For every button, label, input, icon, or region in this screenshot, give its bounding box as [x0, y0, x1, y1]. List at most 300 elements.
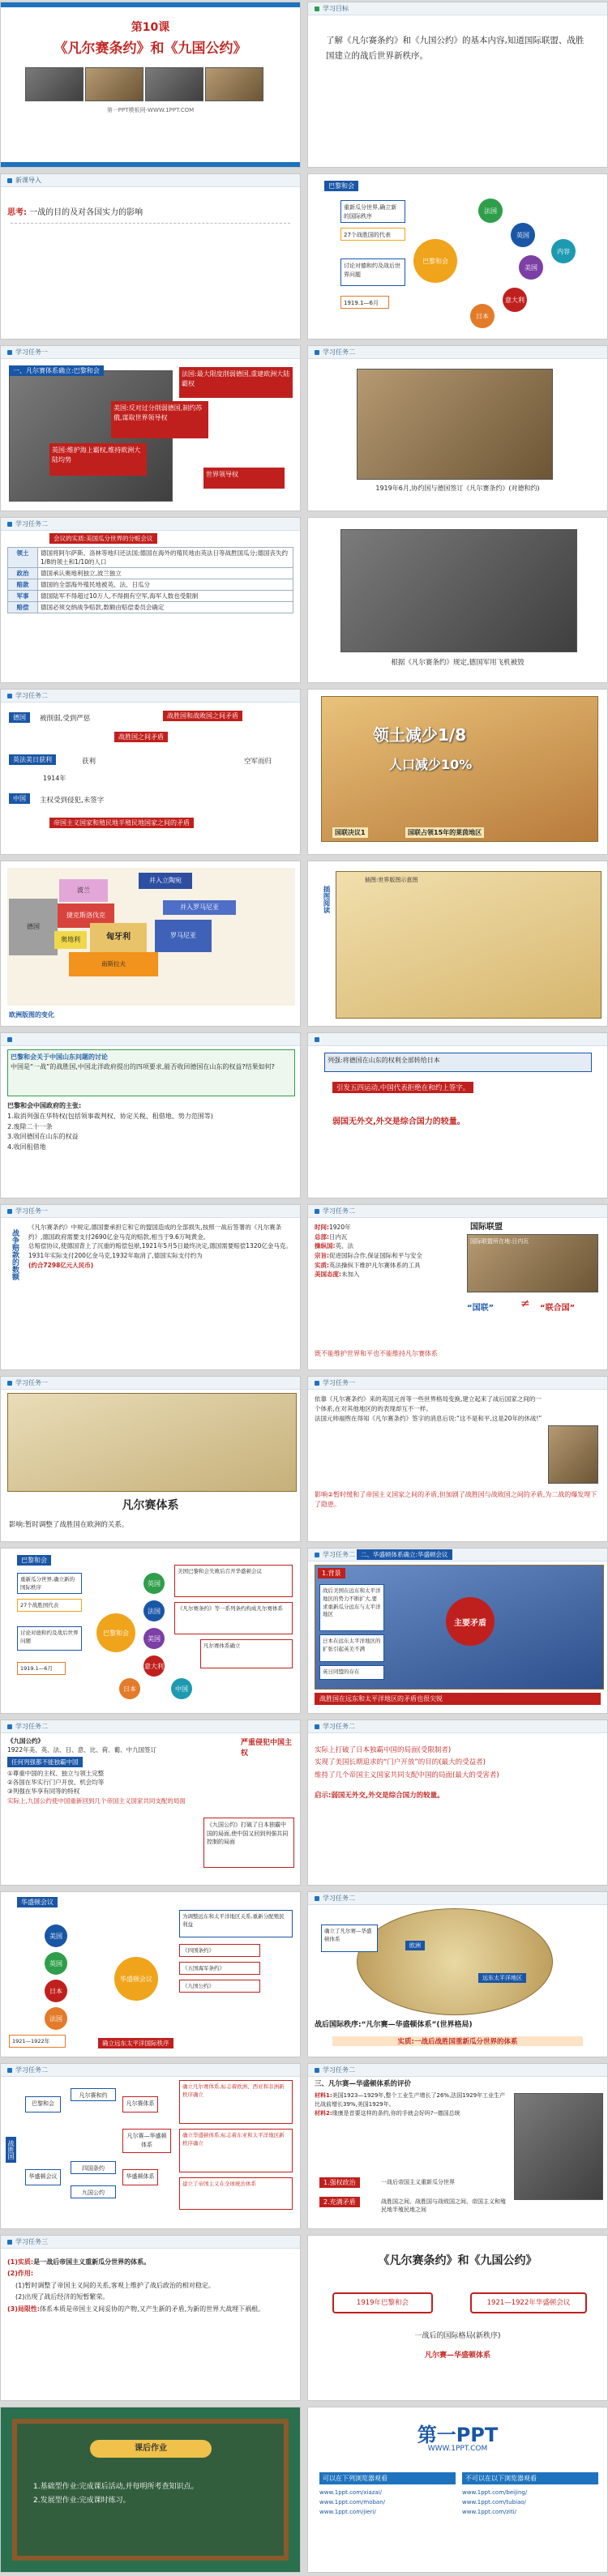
center-node-label: 巴黎和会 — [103, 1629, 129, 1637]
slide-nine-power-eval[interactable] — [307, 1719, 608, 1886]
header-label: 学习任务一 — [15, 1379, 48, 1386]
node-date: 1919.1—6月 — [17, 1662, 66, 1675]
destroyed-planes-photo — [340, 529, 577, 652]
fact-key: 宗旨: — [315, 1251, 329, 1259]
world-map-title: 插图:世界版图示意图 — [365, 877, 418, 883]
nine-power-sub: ③列强在华享有同等的特权 — [7, 1788, 80, 1796]
reparations-p1: 《凡尔赛条约》中规定,德国要承担它和它的盟国造成的全部损失,按照一战后签署的《凡尔赛条约》,德国政府需要支付2690亿金马克的赔款,相当于9.6万吨黄金。 — [28, 1224, 282, 1241]
conflict-2: 战胜国之间矛盾 — [114, 732, 168, 742]
mindmap-tag — [17, 1555, 51, 1566]
slide-europe-map[interactable] — [0, 861, 301, 1027]
nine-power-title: 《九国公约》 — [7, 1737, 44, 1745]
slide-shandong-question[interactable] — [0, 1032, 301, 1198]
washington-result: 确立远东太平洋国际秩序 — [98, 2038, 173, 2048]
brand-link[interactable]: www.1ppt.com/tubiao/ — [462, 2498, 526, 2506]
node-japan: 日本 — [119, 1678, 140, 1699]
map-sub-mid: 国联占领15年的莱茵地区 — [405, 827, 484, 838]
list-item: 3.收回德国在山东的权益 — [7, 1133, 79, 1141]
header-label: 学习任务二 — [323, 1723, 355, 1730]
versailles-map — [7, 1393, 297, 1492]
slide-header — [308, 1377, 607, 1390]
task3-item — [7, 2292, 293, 2303]
task3-item — [7, 2304, 293, 2315]
mindmap-tag: 华盛顿会议 — [17, 1897, 58, 1907]
conflict-1: 战胜国和战败国之间矛盾 — [163, 711, 242, 721]
center-node — [96, 1613, 135, 1652]
node-discuss: 讨论对德和约及战后世界问题 — [340, 258, 405, 286]
list-item: 1.取消列强在华特权(包括领事裁判权、协定关税、租借地、势力范围等) — [7, 1112, 213, 1120]
claims-title: 巴黎和会中国政府的主张: — [7, 1102, 82, 1109]
framework-final: 凡尔赛—华盛顿体系 — [424, 2352, 490, 2360]
germany-label: 德国 — [9, 712, 30, 723]
league-heading: 国际联盟 — [470, 1223, 503, 1232]
system-heading: 战后国际秩序:“凡尔赛—华盛顿体系”(世界格局) — [315, 2021, 473, 2029]
row-key: 赔款 — [8, 579, 38, 591]
question-title: 巴黎和会关于中国山东问题的讨论 — [11, 1053, 108, 1061]
header-label: 学习任务一 — [15, 348, 48, 356]
bullet-icon — [7, 1037, 12, 1042]
treaty-node: 凡尔赛和约 — [71, 2088, 116, 2101]
fact-row — [315, 1232, 461, 1242]
bullet-icon — [315, 1037, 319, 1042]
fact-value: 未加入 — [341, 1271, 360, 1279]
think-text: 一战的目的及对各国实力的影响 — [29, 208, 143, 217]
slide-versailles-system[interactable] — [0, 1376, 301, 1542]
task3-item — [7, 2257, 293, 2268]
material-1 — [315, 2091, 510, 2109]
node-delegates: 27个战胜国的代表 — [340, 228, 405, 241]
fact-value: 1920年 — [329, 1224, 351, 1231]
league-un: “联合国” — [540, 1304, 576, 1313]
node-uk: 英国 — [143, 1573, 165, 1594]
bullet-icon — [7, 1724, 12, 1729]
right-aim: 为调整远东和太平洋地区关系,重新分配殖民利益 — [179, 1910, 293, 1937]
china-label: 中国 — [9, 793, 30, 804]
brand-link[interactable]: www.1ppt.com/ziti/ — [462, 2508, 517, 2515]
brand-logo: 第一PPT — [417, 2424, 499, 2446]
slide-header — [308, 2, 607, 15]
item-num: (2)作用: — [7, 2270, 34, 2278]
terms-table-wrap — [7, 547, 293, 613]
summary-note-1: 确立凡尔赛体系,标志着欧洲、西亚和非洲新秩序确立 — [179, 2080, 293, 2124]
credit: 第一PPT模板网-WWW.1PPT.COM — [106, 107, 195, 113]
node-uk: 英国 — [511, 223, 535, 247]
task3-list — [7, 2257, 293, 2395]
right-note-3: 凡尔赛体系确立 — [200, 1639, 293, 1668]
slide-title[interactable] — [0, 2, 301, 168]
victors-gap: 空军而归 — [244, 758, 272, 766]
header-label: 学习任务二 — [323, 1207, 355, 1215]
slide-mindmap-1[interactable] — [307, 173, 608, 340]
slide-world-map[interactable] — [307, 861, 608, 1027]
meeting-essence: 会议的实质:美国瓜分世界的分赃会议 — [49, 533, 157, 544]
fact-row — [315, 1251, 461, 1261]
header-label: 学习任务二 — [15, 692, 48, 699]
slide-evaluation[interactable] — [307, 2063, 608, 2229]
brand-link[interactable]: www.1ppt.com/jieri/ — [319, 2508, 376, 2515]
brand-col1 — [319, 2488, 449, 2518]
brand-link[interactable]: www.1ppt.com/xiazai/ — [319, 2489, 383, 2496]
planes-caption: 根据《凡尔赛条约》规定,德国军用飞机被毁 — [391, 659, 525, 667]
result-line-1: 引发五四运动,中国代表拒绝在和约上签字。 — [332, 1082, 473, 1093]
slide-loss-map[interactable] — [307, 689, 608, 855]
material-2-label: 材料2: — [315, 2109, 332, 2117]
table-row — [8, 579, 293, 591]
eval-line: 维持了几个帝国主义国家共同支配中国的局面(最大的受害者) — [315, 1771, 499, 1779]
slide-washington-map[interactable] — [0, 1891, 301, 2057]
node-france: 法国 — [478, 199, 503, 223]
slide-planes[interactable] — [307, 517, 608, 683]
brand-link[interactable]: www.1ppt.com/beijing/ — [462, 2489, 528, 2496]
framework-bottom: 一战后的国际格局(新秩序) — [414, 2332, 501, 2340]
material-1-text: 美国1923—1929年,整个工业生产增长了26%,法国1929年工业生产比战前增长39%,美国1929年。 — [315, 2092, 506, 2108]
fact-value: 日内瓦 — [329, 1232, 348, 1241]
section-heading: 一、凡尔赛体系确立:巴黎和会 — [9, 365, 104, 376]
eval-photo — [514, 2093, 603, 2200]
victors-label: 战胜国 — [6, 2137, 16, 2163]
fact-key: 美国态度: — [315, 1271, 341, 1279]
slide-header — [308, 1720, 607, 1733]
fact-value: 促进国际合作,保证国际和平与安全 — [329, 1251, 422, 1259]
versailles-impact: 影响:暂时调整了战胜国在欧洲的关系。 — [9, 1521, 129, 1529]
item-text: (2)出现了战后经济的短暂繁荣。 — [15, 2293, 109, 2301]
fact-key: 实质: — [315, 1261, 329, 1269]
slide-header — [308, 1033, 607, 1046]
nine-power-body — [7, 1737, 235, 1880]
eval-tag-1: 1.强权政治 — [319, 2177, 360, 2188]
item-num: (1)实质: — [7, 2258, 34, 2266]
table-row — [8, 602, 293, 613]
slide-nine-power[interactable] — [0, 1719, 301, 1886]
globe-label-europe: 欧洲 — [405, 1941, 425, 1950]
map-romania-add: 并入罗马尼亚 — [163, 900, 236, 915]
header-label: 学习任务二 — [15, 1723, 48, 1730]
map-poland: 波兰 — [59, 879, 108, 902]
slide-homework[interactable] — [0, 2407, 301, 2573]
slide-task3[interactable] — [0, 2235, 301, 2401]
question-box — [7, 1049, 295, 1096]
eval-line: 实现了美国长期追求的“门户开放”的目的(最大的受益者) — [315, 1758, 486, 1767]
table-row — [8, 548, 293, 568]
globe-label-pacific: 远东太平洋地区 — [478, 1973, 526, 1983]
bullet-icon — [7, 350, 12, 355]
item-text: (1)暂时调整了帝国主义间的关系,客观上维护了战后政治的相对稳定。 — [15, 2281, 215, 2289]
nine-power-sovereignty: 严重侵犯中国主权 — [241, 1739, 293, 1758]
brand-col2 — [462, 2488, 592, 2518]
nine-power-note: 实际上,九国公约使中国重新回到几个帝国主义国家共同支配的局面 — [7, 1796, 186, 1805]
row-value: 德国将阿尔萨斯、洛林等地归还法国;德国在海外的殖民地由英法日等战胜国瓜分;德国丧失约1/8的领土和1/10的人口 — [38, 548, 293, 568]
node-uk: 英国 — [45, 1952, 67, 1975]
slide-header — [308, 1892, 607, 1905]
foch-p1: 依靠《凡尔赛条约》来的英国元首等一些世界格局变换,建立起来了战后国家之间的一个体系,在对其他地区的的表现却互不一样。 — [315, 1395, 542, 1412]
title-photo-3 — [145, 67, 203, 101]
header-label: 新课导入 — [15, 177, 41, 184]
node-japan: 日本 — [45, 1980, 67, 2002]
not-equal-icon: ≠ — [520, 1297, 530, 1310]
nine-power-eval-list — [315, 1745, 601, 1880]
map-yugoslavia: 南斯拉夫 — [69, 952, 158, 976]
powers-box: 列强:将德国在山东的权利全部转给日本 — [324, 1053, 592, 1072]
slide-system-world[interactable] — [307, 1891, 608, 2057]
bullet-icon — [315, 1896, 319, 1901]
node-delegates: 27个战胜国代表 — [17, 1599, 82, 1612]
globe-label-system: 确立了凡尔赛—华盛顿体系 — [321, 1925, 378, 1952]
homework-item: 2.发展型作业:完成课时练习。 — [33, 2497, 131, 2506]
section-heading: 二、华盛顿体系确立:华盛顿会议 — [357, 1549, 452, 1560]
node-france: 法国 — [143, 1600, 165, 1621]
league-building-caption: 国际联盟所在地:日内瓦 — [470, 1238, 529, 1245]
homework-item: 1.基础型作业:完成课后活动,并每明所考查知识点。 — [33, 2483, 199, 2491]
reparations-p2: 总赔偿协议,使德国背上了沉重的赔偿包袱,1921年5月5日最终决定,德国需要赔偿1320亿金马克。1931年实际支付200亿金马克,1932年取消了,德国实际支付约为 — [28, 1242, 292, 1259]
terms-table — [7, 547, 293, 613]
foch-portrait — [548, 1425, 598, 1484]
slide-header — [1, 174, 300, 187]
slide-header — [1, 346, 300, 359]
row-key: 政治 — [8, 568, 38, 579]
header-label: 学习任务一 — [323, 1379, 355, 1386]
header-label: 学习任务二 — [323, 1551, 355, 1558]
map-hungary: 匈牙利 — [90, 923, 147, 952]
eval-tag-2-note: 战胜国之间、战胜国与战败国之间、帝国主义和殖民地半殖民地之间 — [381, 2198, 506, 2213]
combined-node: 凡尔赛—华盛顿体系 — [122, 2129, 171, 2153]
brand-link[interactable]: www.1ppt.com/moban/ — [319, 2498, 386, 2506]
five-power: 《五国海军条约》 — [179, 1962, 260, 1975]
question-body: 中国是“一战”的战胜国,中国北洋政府提出的四项要求,能否收回德国在山东的权益?结果如何? — [11, 1063, 275, 1070]
fact-key: 操纵国: — [315, 1242, 336, 1250]
bullet-icon — [315, 1553, 319, 1557]
slide-mindmap-2[interactable] — [0, 1548, 301, 1714]
material-2 — [315, 2109, 510, 2118]
table-row — [8, 591, 293, 602]
right-note-2: 《凡尔赛条约》等一系列条约构成凡尔赛体系 — [174, 1602, 293, 1634]
map-austria: 奥地利 — [54, 931, 87, 949]
bg-item-2: 日本在远东太平洋地区的扩张引起英美不满 — [319, 1634, 384, 1662]
slide-summary-chart[interactable] — [0, 2063, 301, 2229]
brand-col1-head: 可以在下列浏览器观看 — [319, 2472, 456, 2484]
versailles-node: 凡尔赛体系 — [122, 2096, 158, 2112]
slide-branding[interactable] — [307, 2407, 608, 2573]
brand-col2-head: 不可以在以下浏览器观看 — [462, 2472, 598, 2484]
fact-value: 英、法 — [335, 1242, 353, 1250]
treaty-photo — [357, 369, 553, 480]
node-content: 内容 — [551, 239, 576, 263]
league-facts — [315, 1223, 461, 1365]
top-band — [1, 2, 300, 7]
slide-washington-bg[interactable] — [307, 1548, 608, 1714]
right-note-1: 美国巴黎和会失败后召开华盛顿会议 — [174, 1565, 293, 1597]
node-usa: 美国 — [45, 1925, 67, 1947]
node-goal: 重新瓜分世界,确立新的国际秩序 — [17, 1573, 82, 1594]
node-usa: 美国 — [143, 1628, 165, 1649]
map-lithuania: 并入立陶宛 — [139, 873, 192, 889]
treaty-caption: 1919年6月,协约国与德国签订《凡尔赛条约》(对德和约) — [375, 485, 540, 492]
slide-framework[interactable] — [307, 2235, 608, 2401]
league-guolian: “国联” — [467, 1304, 495, 1313]
bullet-icon — [7, 1209, 12, 1214]
slide-league[interactable] — [307, 1204, 608, 1370]
brand-url: WWW.1PPT.COM — [427, 2445, 488, 2453]
reparations-side: 战争赔款的数额 — [11, 1229, 19, 1280]
slide-header — [308, 1205, 607, 1218]
summary-note-3: 建立了帝国主义在全球统治体系 — [179, 2177, 293, 2210]
item-text: 体系本质是帝国主义间妥协的产物,又产生新的矛盾,为新的世界大战埋下祸根。 — [40, 2305, 265, 2313]
bullet-icon — [315, 350, 319, 355]
mindmap-tag-label: 巴黎和会 — [21, 1557, 47, 1564]
nine-power: 《九国公约》 — [179, 1980, 260, 1993]
slide-task2-terms[interactable] — [0, 517, 301, 683]
fact-value: 英法操纵下维护凡尔赛体系的工具 — [329, 1261, 421, 1269]
think-label: 思考: — [7, 208, 27, 217]
washington-caption: 战胜国在远东和太平洋地区的矛盾也很尖锐 — [315, 1693, 601, 1705]
bullet-icon — [7, 178, 12, 183]
victors-label: 英法美日获利 — [9, 754, 56, 765]
fact-key: 总部: — [315, 1232, 329, 1241]
bullet-icon — [315, 6, 319, 11]
bg-item-1: 战后美国在远东和太平洋地区的势力不断扩大,要求重新瓜分远东与太平洋地区 — [319, 1584, 384, 1631]
france-aim: 法国:最大限度削弱德国,重建欧洲大陆霸权 — [179, 367, 293, 398]
bg-item-3: 英日同盟的存在 — [319, 1665, 384, 1680]
center-node-label: 巴黎和会 — [422, 257, 448, 265]
lesson-number: 第10课 — [131, 21, 170, 34]
world-map — [336, 871, 602, 1019]
node-japan: 日本 — [470, 304, 495, 328]
header-label: 学习任务三 — [15, 2238, 48, 2245]
slide-header — [308, 1549, 607, 1561]
bullet-icon — [7, 2068, 12, 2073]
slide-header — [1, 1205, 300, 1218]
map-side-label: 插图阅读 — [322, 886, 330, 913]
slide-header — [1, 2236, 300, 2249]
bullet-icon — [7, 694, 12, 698]
header-label: 学习任务二 — [323, 1895, 355, 1902]
row-value: 德国承认奥地利独立,波兰独立 — [38, 568, 293, 579]
homework-list — [33, 2480, 268, 2508]
slide-header — [1, 2064, 300, 2077]
goal-text: 了解《凡尔赛条约》和《九国公约》的基本内容,知道国际联盟、战胜国建立的战后世界新秩序。 — [326, 36, 584, 61]
summary-note-2: 确立华盛顿体系,标志着东亚和太平洋地区新秩序确立 — [179, 2129, 293, 2172]
bottom-band — [1, 162, 300, 167]
slide-task2-sign[interactable] — [307, 345, 608, 511]
map-sub-left: 国联决议1 — [332, 827, 368, 838]
league-note: 既不能维护世界和平也不能维持凡尔赛体系 — [315, 1350, 438, 1357]
material-2-text: 缘康是首要这样的条约,你的手就会好吗?--德国总统 — [332, 2109, 460, 2117]
slide-header — [1, 1720, 300, 1733]
slide-intro[interactable] — [0, 173, 301, 340]
bullet-icon — [7, 1381, 12, 1386]
slide-foch[interactable] — [307, 1376, 608, 1542]
list-item: 4.收回租借地 — [7, 1143, 46, 1151]
framework-right: 1921—1922年华盛顿会议 — [470, 2292, 587, 2313]
reparations-text — [28, 1223, 293, 1365]
foch-impact: 影响②暂时缓和了帝国主义国家之间的矛盾,但加剧了战胜国与战败国之间的矛盾,为二战的爆发埋下了隐患。 — [315, 1491, 597, 1509]
foch-p2: 法国元帅福煦在得知《凡尔赛条约》签字的消息后说:“这不是和平,这是20年的休战!” — [315, 1415, 542, 1422]
header-label: 学习任务二 — [323, 2066, 355, 2074]
nine-power-sub: ②各国在华实行门户开放、机会均等 — [7, 1779, 105, 1786]
node-usa: 美国 — [519, 255, 543, 280]
eval-tag-2: 2.充满矛盾 — [319, 2197, 360, 2207]
blank-area — [11, 223, 290, 331]
eval-heading: 三、凡尔赛—华盛顿体系的评价 — [315, 2080, 412, 2088]
uk-aim: 英国:维护海上霸权,维持欧洲大陆均势 — [49, 443, 147, 476]
slide-task1-paris[interactable] — [0, 345, 301, 511]
slide-header — [1, 690, 300, 703]
usa-aim: 美国:反对过分削弱德国,制约苏俄,谋取世界领导权 — [111, 401, 208, 438]
framework-left: 1919年巴黎和会 — [332, 2292, 433, 2313]
map-germany: 德国 — [9, 899, 58, 955]
slide-shandong-result[interactable] — [307, 1032, 608, 1198]
row-key: 赔偿 — [8, 602, 38, 613]
versailles-label: 凡尔赛体系 — [122, 1499, 179, 1512]
slide-header — [1, 1377, 300, 1390]
imperial-conflict: 帝国主义国家和殖民地半殖民地国家之间的矛盾 — [49, 818, 194, 828]
bullet-icon — [315, 2068, 319, 2073]
task3-item — [7, 2268, 293, 2279]
nine-node: 九国公约 — [71, 2185, 116, 2198]
slide-consequences[interactable] — [0, 689, 301, 855]
year-label: 1914年 — [43, 775, 66, 782]
title-photo-2 — [85, 67, 143, 101]
slide-header — [1, 1033, 300, 1046]
lesson-title: 《凡尔赛条约》和《九国公约》 — [54, 41, 247, 57]
main-conflict: 主要矛盾 — [446, 1597, 495, 1646]
header-label: 学习任务二 — [15, 2066, 48, 2074]
victors-text: 获利 — [82, 758, 96, 766]
homework-title: 课后作业 — [90, 2440, 212, 2458]
germany-text: 被削弱,受到严惩 — [40, 715, 91, 723]
title-photo-1 — [25, 67, 83, 101]
fact-row — [315, 1223, 461, 1232]
bullet-icon — [7, 2240, 12, 2245]
washington-node: 华盛顿会议 — [25, 2169, 61, 2185]
mindmap-tag — [324, 181, 358, 191]
header-label: 学习任务二 — [15, 520, 48, 528]
header-label: 学习任务一 — [15, 1207, 48, 1215]
fact-key: 时间: — [315, 1224, 329, 1231]
result-line-2: 弱国无外交,外交是综合国力的较量。 — [332, 1117, 465, 1126]
paris-node: 巴黎和会 — [25, 2096, 61, 2112]
list-item: 2.废除二十一条 — [7, 1122, 53, 1130]
four-node: 四国条约 — [71, 2161, 116, 2174]
node-date: 1919.1—6月 — [340, 296, 389, 309]
eval-lesson: 启示:弱国无外交,外交是综合国力的较量。 — [315, 1791, 444, 1800]
slide-header — [1, 518, 300, 531]
node-italy: 意大利 — [143, 1655, 165, 1677]
row-key: 领土 — [8, 548, 38, 568]
nine-power-desc: 1922年美、英、法、日、意、比、荷、葡、中九国签订 — [7, 1746, 157, 1754]
four-power: 《四国条约》 — [179, 1944, 260, 1957]
center-node — [413, 239, 457, 283]
row-value: 德国的全部海外殖民地被英、法、日瓜分 — [38, 579, 293, 591]
row-key: 军事 — [8, 591, 38, 602]
header-label: 学习任务二 — [323, 348, 355, 356]
node-china: 中国 — [171, 1678, 192, 1699]
nine-power-sub: ①尊重中国的主权、独立与领土完整 — [7, 1769, 105, 1777]
fact-row — [315, 1241, 461, 1251]
slide-reparations[interactable] — [0, 1204, 301, 1370]
reparations-p3: (约合7298亿元人民币) — [28, 1261, 94, 1269]
node-discuss: 讨论对德和约及战后世界问题 — [17, 1626, 82, 1651]
washington-sys-node: 华盛顿体系 — [122, 2169, 158, 2185]
eval-line: 实际上打破了日本独霸中国的局面(受限制者) — [315, 1746, 452, 1754]
europe-caption: 欧洲版图的变化 — [9, 1011, 54, 1019]
bg-label: 1.背景 — [318, 1568, 345, 1578]
map-czechoslovakia: 捷克斯洛伐克 — [58, 904, 114, 928]
slide-goals[interactable] — [307, 2, 608, 168]
globe-map — [357, 1908, 553, 2015]
node-france: 法国 — [45, 2007, 67, 2030]
claims-list — [7, 1101, 293, 1193]
slide-header — [308, 346, 607, 359]
